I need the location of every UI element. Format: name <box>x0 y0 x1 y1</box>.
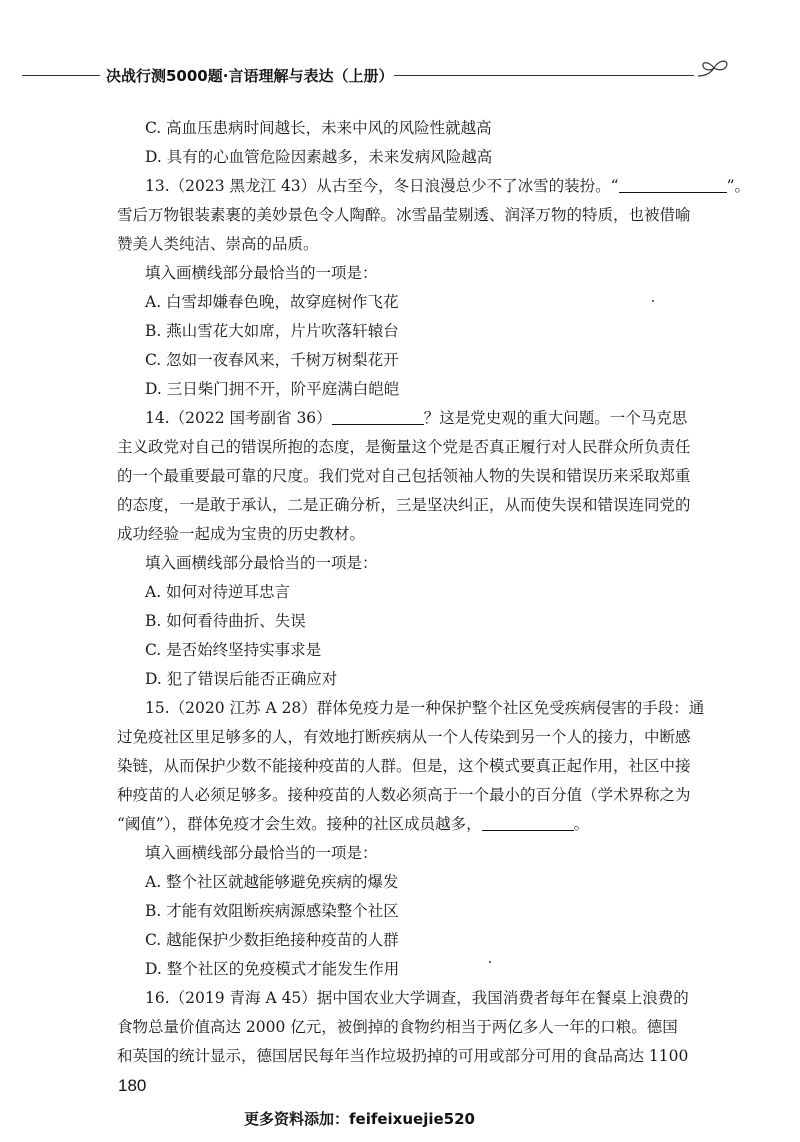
question-15-blank-line <box>117 810 707 839</box>
question-14-line-1 <box>117 404 707 433</box>
page-number: 180 <box>118 1076 147 1095</box>
fill-blank <box>332 407 424 425</box>
option-b-q14: B. 如何看待曲折、失误 <box>145 612 306 630</box>
option-a-q15: A. 整个社区就越能够避免疾病的爆发 <box>145 873 399 891</box>
prompt-line: 填入画横线部分最恰当的一项是： <box>145 554 378 572</box>
sprout-icon <box>694 56 734 82</box>
paragraph-line: 过免疫社区里足够多的人，有效地打断疾病从一个人传染到另一个人的接力，中断感 <box>117 728 691 746</box>
option-c-q12: C. 高血压患病时间越长，未来中风的风险性就越高 <box>145 119 492 137</box>
paragraph-line: 的态度，一是敢于承认，二是正确分析，三是坚决纠正，从而使失误和错误连同党的 <box>117 496 691 514</box>
option-a-q14: A. 如何对待逆耳忠言 <box>145 583 291 601</box>
question-13-stem: 13.（2023 黑龙江 43）从古至今，冬日浪漫总少不了冰雪的装扮。“ <box>145 177 619 195</box>
question-16-line-1: 16.（2019 青海 A 45）据中国农业大学调查，我国消费者每年在餐桌上浪费的 <box>145 989 689 1007</box>
option-b-q15: B. 才能有效阻断疾病源感染整个社区 <box>145 902 399 920</box>
question-14-source: 14.（2022 国考副省 36） <box>145 409 332 427</box>
header-title: 决战行测5000题·言语理解与表达（上册） <box>106 67 394 85</box>
running-header <box>22 62 712 88</box>
scan-speck <box>489 961 491 963</box>
paragraph-line: 和英国的统计显示，德国居民每年当作垃圾扔掉的可用或部分可用的食品高达 1100 <box>117 1047 689 1065</box>
prompt-line: 填入画横线部分最恰当的一项是： <box>145 264 378 282</box>
prompt-line: 填入画横线部分最恰当的一项是： <box>145 844 378 862</box>
paragraph-line: 种疫苗的人必须足够多。接种疫苗的人数必须高于一个最小的百分值（学术界称之为 <box>117 786 691 804</box>
option-c-q13: C. 忽如一夜春风来，千树万树梨花开 <box>145 351 399 369</box>
question-15-stem: “阈值”），群体免疫才会生效。接种的社区成员越多， <box>117 815 482 833</box>
option-b-q13: B. 燕山雪花大如席，片片吹落轩辕台 <box>145 322 399 340</box>
option-d-q12: D. 具有的心血管危险因素越多，未来发病风险越高 <box>145 148 493 166</box>
page-body <box>117 114 751 1071</box>
paragraph-line: 成功经验一起成为宝贵的历史教材。 <box>117 525 366 543</box>
question-13-stem-end: ”。 <box>726 177 751 195</box>
scan-speck <box>652 300 654 302</box>
header-rule-right <box>394 75 694 76</box>
question-15-stem-end: 。 <box>573 815 590 833</box>
option-d-q13: D. 三日柴门拥不开，阶平庭满白皑皑 <box>145 380 400 398</box>
paragraph-line: 赞美人类纯洁、崇高的品质。 <box>117 235 319 253</box>
option-d-q15: D. 整个社区的免疫模式才能发生作用 <box>145 960 400 978</box>
question-13-line-1 <box>117 172 751 201</box>
question-14-stem: ？这是党史观的重大问题。一个马克思 <box>423 409 688 427</box>
question-15-line-1: 15.（2020 江苏 A 28）群体免疫力是一种保护整个社区免受疾病侵害的手段：通 <box>145 699 705 717</box>
option-c-q15: C. 越能保护少数拒绝接种疫苗的人群 <box>145 931 399 949</box>
fill-blank <box>619 175 727 193</box>
option-d-q14: D. 犯了错误后能否正确应对 <box>145 670 338 688</box>
paragraph-line: 雪后万物银装素裹的美妙景色令人陶醉。冰雪晶莹剔透、润泽万物的特质，也被借喻 <box>117 206 691 224</box>
paragraph-line: 的一个最重要最可靠的尺度。我们党对自己包括领袖人物的失误和错误历来采取郑重 <box>117 467 691 485</box>
fill-blank <box>482 813 574 831</box>
paragraph-line: 主义政党对自己的错误所抱的态度，是衡量这个党是否真正履行对人民群众所负责任 <box>117 438 691 456</box>
option-c-q14: C. 是否始终坚持实事求是 <box>145 641 322 659</box>
paragraph-line: 食物总量价值高达 2000 亿元，被倒掉的食物约相当于两亿多人一年的口粮。德国 <box>117 1018 678 1036</box>
header-rule-left <box>22 75 100 76</box>
option-a-q13: A. 白雪却嫌春色晚，故穿庭树作飞花 <box>145 293 399 311</box>
footer-note: 更多资料添加：feifeixuejie520 <box>244 1110 475 1128</box>
paragraph-line: 染链，从而保护少数不能接种疫苗的人群。但是，这个模式要真正起作用，社区中接 <box>117 757 691 775</box>
